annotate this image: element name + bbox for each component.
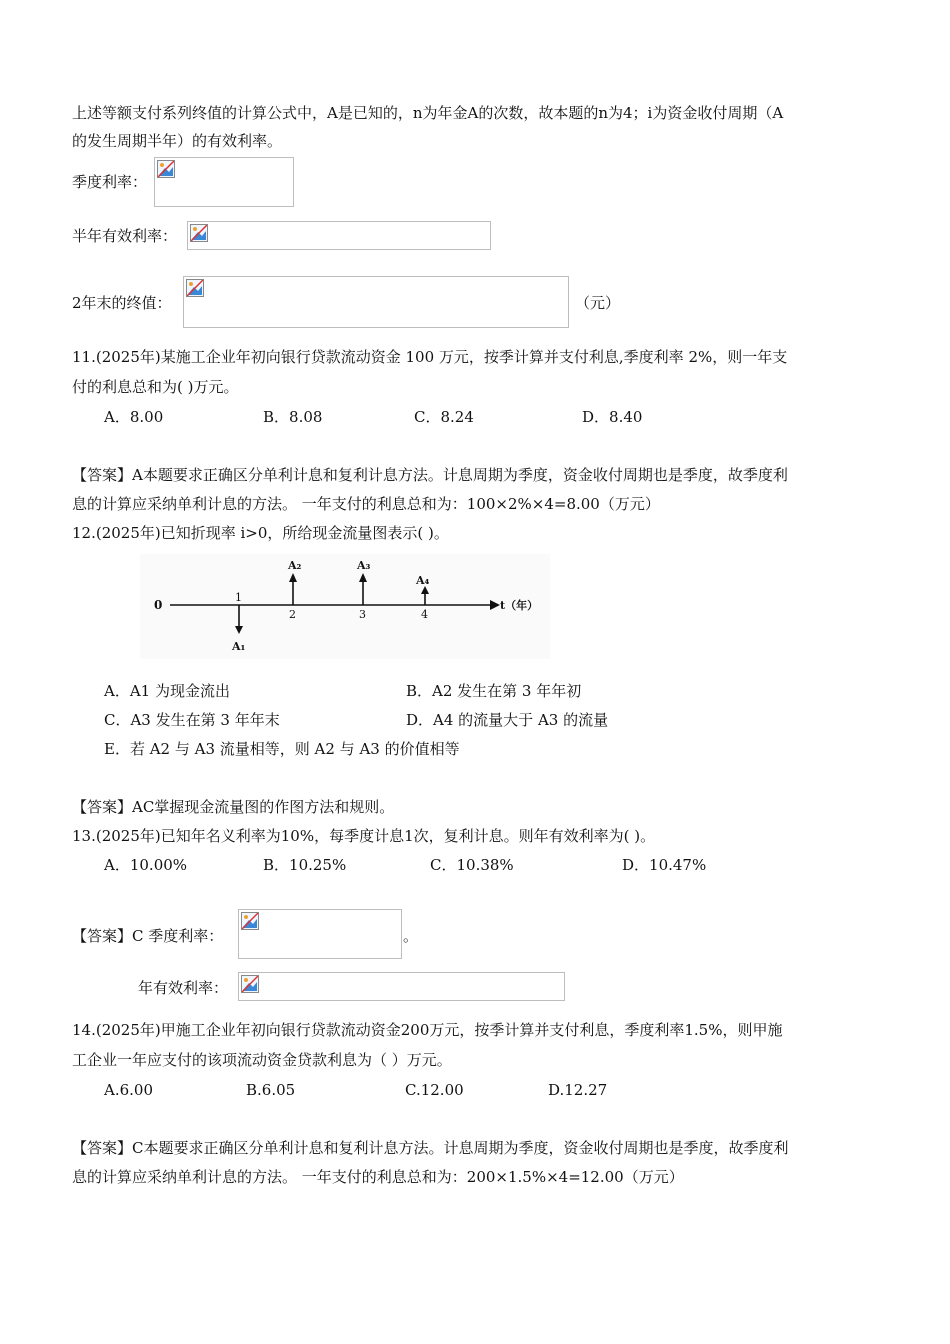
q13-option-b: B．10.25% <box>263 856 347 874</box>
q14-stem-line2: 工企业一年应支付的该项流动资金贷款利息为（ ）万元。 <box>72 1051 452 1069</box>
intro-text-line1: 上述等额支付系列终值的计算公式中，A是已知的，n为年金A的次数，故本题的n为4；i为资金收付周期（A <box>72 104 784 122</box>
q11-answer-line2: 息的计算应采纳单利计息的方法。 一年支付的利息总和为：100×2%×4=8.00（万元） <box>72 495 660 513</box>
q13-option-a: A．10.00% <box>104 856 188 874</box>
q14-option-c: C.12.00 <box>405 1081 464 1099</box>
a4-label: A₄ <box>416 574 430 587</box>
half-year-rate-label: 半年有效利率： <box>72 227 178 245</box>
broken-image-icon <box>241 912 259 930</box>
a3-label: A₃ <box>357 559 371 572</box>
q11-option-a: A．8.00 <box>104 408 164 426</box>
q12-option-b: B．A2 发生在第 3 年年初 <box>406 682 582 700</box>
q14-answer-line1: 【答案】C本题要求正确区分单利计息和复利计息方法。计息周期为季度，资金收付周期也是季度，故季度利 <box>72 1139 789 1157</box>
q12-answer: 【答案】AC掌握现金流量图的作图方法和规则。 <box>72 798 395 816</box>
q14-answer-line2: 息的计算应采纳单利计息的方法。 一年支付的利息总和为：200×1.5%×4=12.00（万元） <box>72 1168 684 1186</box>
q13-stem: 13.(2025年)已知年名义利率为10%，每季度计息1次，复利计息。则年有效利率为( )。 <box>72 827 656 845</box>
q11-option-c: C．8.24 <box>414 408 474 426</box>
q13-annual-rate-label: 年有效利率： <box>138 979 229 997</box>
intro-text-line2: 的发生周期半年）的有效利率。 <box>72 132 283 150</box>
q14-option-a: A.6.00 <box>104 1081 153 1099</box>
q12-option-e: E．若 A2 与 A3 流量相等，则 A2 与 A3 的价值相等 <box>104 740 460 758</box>
axis-label: t（年） <box>500 599 539 612</box>
cash-flow-diagram <box>140 554 550 659</box>
q12-stem: 12.(2025年)已知折现率 i>0，所给现金流量图表示( )。 <box>72 524 449 542</box>
tick-label-4: 4 <box>421 608 428 621</box>
formula-image-half-year-rate <box>187 221 491 250</box>
q12-option-a: A．A1 为现金流出 <box>104 682 230 700</box>
q11-option-b: B．8.08 <box>263 408 323 426</box>
broken-image-icon <box>186 279 204 297</box>
q14-stem-line1: 14.(2025年)甲施工企业年初向银行贷款流动资金200万元，按季计算并支付利息，季度利率1.5%，则甲施 <box>72 1021 783 1039</box>
future-value-unit: （元） <box>575 294 621 312</box>
q13-option-c: C．10.38% <box>430 856 514 874</box>
tick-label-1: 1 <box>235 591 242 604</box>
a1-label: A₁ <box>232 640 246 653</box>
tick-label-3: 3 <box>359 608 366 621</box>
q11-stem-line1: 11.(2025年)某施工企业年初向银行贷款流动资金 100 万元，按季计算并支付利息,季度利率 2%，则一年支 <box>72 348 788 366</box>
q12-option-c: C．A3 发生在第 3 年年末 <box>104 711 280 729</box>
future-value-label: 2年末的终值： <box>72 294 172 312</box>
q11-answer-line1: 【答案】A本题要求正确区分单利计息和复利计息方法。计息周期为季度，资金收付周期也是季度，故季度利 <box>72 466 788 484</box>
formula-image-q13-annual-rate <box>238 972 565 1001</box>
q14-option-b: B.6.05 <box>246 1081 296 1099</box>
q11-stem-line2: 付的利息总和为( )万元。 <box>72 378 239 396</box>
a2-label: A₂ <box>288 559 302 572</box>
broken-image-icon <box>190 224 208 242</box>
q14-option-d: D.12.27 <box>548 1081 608 1099</box>
broken-image-icon <box>157 160 175 178</box>
q11-option-d: D．8.40 <box>582 408 643 426</box>
q12-option-d: D．A4 的流量大于 A3 的流量 <box>406 711 609 729</box>
formula-image-quarter-rate <box>154 157 294 207</box>
tick-label-2: 2 <box>289 608 296 621</box>
q13-answer-suffix: 。 <box>403 927 419 945</box>
formula-image-q13-quarter-rate <box>238 909 402 959</box>
q13-answer-prefix: 【答案】C 季度利率： <box>72 927 224 945</box>
quarter-rate-label: 季度利率： <box>72 173 148 191</box>
origin-label: 0 <box>154 598 163 612</box>
q13-option-d: D．10.47% <box>622 856 707 874</box>
broken-image-icon <box>241 975 259 993</box>
formula-image-future-value <box>183 276 569 328</box>
